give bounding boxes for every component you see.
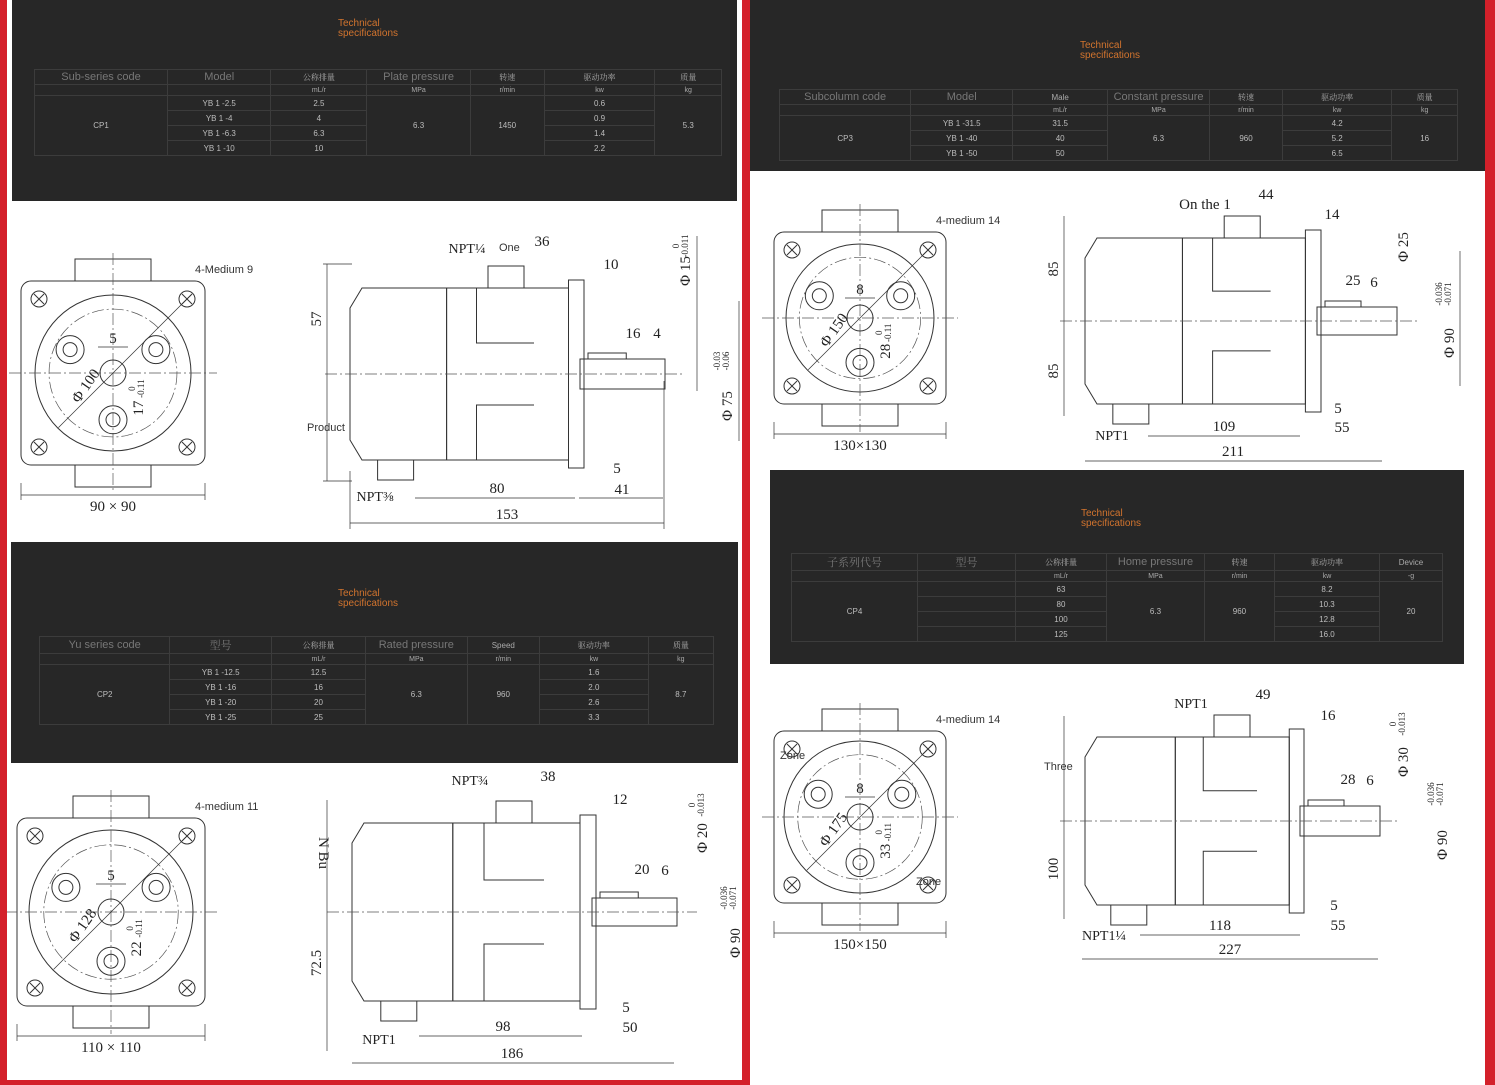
spec-header-cell: 转速 bbox=[1210, 90, 1283, 105]
bottom-port bbox=[381, 1001, 417, 1021]
cp1-drawing bbox=[7, 201, 742, 541]
spec-pressure: 6.3 bbox=[367, 96, 470, 156]
key-width-label: 8 bbox=[856, 781, 864, 797]
spec-unit-cell bbox=[792, 571, 918, 582]
zone-label: Zone bbox=[780, 750, 806, 762]
spec-unit-cell: kw bbox=[1274, 571, 1379, 582]
spec-mass: 20 bbox=[1379, 582, 1442, 642]
dim-72-5-label: 72.5 bbox=[309, 949, 325, 977]
spec-unit-cell: kg bbox=[655, 85, 722, 96]
npt-top-label: NPT¾ bbox=[451, 774, 489, 789]
spec-unit-cell: mL/r bbox=[271, 654, 365, 665]
spec-displacement: 50 bbox=[1013, 146, 1108, 161]
spec-model: YB 1 -31.5 bbox=[911, 116, 1013, 131]
dim-5-label: 5 bbox=[622, 1000, 630, 1016]
bore-tolerance-label: -0.11 bbox=[134, 919, 144, 938]
mounting-holes-label: 4-medium 11 bbox=[195, 801, 259, 813]
spec-header-cell: 公称排量 bbox=[271, 70, 367, 85]
spec-displacement: 25 bbox=[271, 710, 365, 725]
flange-size-label: 130×130 bbox=[833, 438, 887, 454]
spec-power: 0.6 bbox=[544, 96, 655, 111]
dim-49-label: 49 bbox=[1255, 687, 1271, 703]
pilot-diameter-label: Φ 90 bbox=[1435, 830, 1451, 860]
spec-unit-cell: mL/r bbox=[271, 85, 367, 96]
mounting-holes-label: 4-medium 14 bbox=[936, 215, 1001, 227]
bottom-port bbox=[1111, 905, 1147, 925]
cp4-drawing bbox=[750, 664, 1485, 1085]
port-circle bbox=[52, 873, 80, 901]
spec-unit-cell: kw bbox=[544, 85, 655, 96]
bolt-circle-diameter-label: Φ 128 bbox=[65, 906, 101, 946]
spec-header-cell: 公称排量 bbox=[1015, 554, 1106, 571]
port-circle bbox=[887, 282, 915, 310]
spec-header-cell: 驱动功率 bbox=[1282, 90, 1391, 105]
spec-unit-cell: r/min bbox=[1204, 571, 1274, 582]
spec-unit-cell: kw bbox=[1282, 105, 1391, 116]
pilot-tolerance-label: -0.036 bbox=[1434, 282, 1444, 306]
spec-model: YB 1 -25 bbox=[170, 710, 271, 725]
pilot-diameter-label: Φ 75 bbox=[720, 391, 736, 421]
spec-displacement: 20 bbox=[271, 695, 365, 710]
spec-power: 8.2 bbox=[1274, 582, 1379, 597]
pilot-tolerance-label: -0.071 bbox=[1443, 282, 1453, 306]
pilot-diameter-label: Φ 90 bbox=[728, 928, 744, 958]
spec-header-cell: Speed bbox=[467, 637, 539, 654]
spec-code: CP4 bbox=[792, 582, 918, 642]
pump-front-housing bbox=[1175, 737, 1289, 905]
spec-power: 4.2 bbox=[1282, 116, 1391, 131]
spec-displacement: 16 bbox=[271, 680, 365, 695]
dim-5-label: 5 bbox=[613, 461, 621, 477]
pilot-tolerance-label: -0.03 bbox=[712, 351, 722, 371]
spec-unit-row bbox=[792, 571, 1443, 582]
spec-power: 0.9 bbox=[544, 111, 655, 126]
spec-speed: 960 bbox=[467, 665, 539, 725]
product-label: Product bbox=[307, 422, 345, 434]
flange-size-label: 150×150 bbox=[833, 937, 887, 953]
dim-98-label: 98 bbox=[495, 1019, 511, 1035]
spec-unit-cell bbox=[40, 654, 170, 665]
spec-model: YB 1 -16 bbox=[170, 680, 271, 695]
shaft-key bbox=[600, 892, 638, 898]
dim-6-label: 6 bbox=[661, 863, 669, 879]
dim-211-label: 211 bbox=[1222, 444, 1244, 460]
shaft-key bbox=[1325, 301, 1361, 307]
spec-header-cell: Subcolumn code bbox=[780, 90, 911, 105]
pilot-diameter-label: Φ 90 bbox=[1442, 328, 1458, 358]
spec-mass: 5.3 bbox=[655, 96, 722, 156]
spec-header-cell: 驱动功率 bbox=[540, 637, 649, 654]
shaft-diameter-label: Φ 25 bbox=[1396, 232, 1412, 262]
spec-power: 2.6 bbox=[540, 695, 649, 710]
dim-80-label: 80 bbox=[489, 481, 505, 497]
flange-size-label: 110 × 110 bbox=[81, 1040, 141, 1056]
dim-4-label: 4 bbox=[653, 326, 661, 342]
spec-row bbox=[35, 96, 722, 111]
nbu-label: N Bu bbox=[315, 836, 331, 870]
dim-50-label: 50 bbox=[622, 1020, 638, 1036]
spec-header-cell: Home pressure bbox=[1106, 554, 1204, 571]
spec-mass: 8.7 bbox=[648, 665, 713, 725]
right-column bbox=[750, 0, 1485, 1085]
shaft-tolerance-label: 0 bbox=[687, 802, 697, 808]
pilot-tolerance-label: -0.036 bbox=[1426, 782, 1436, 806]
npt-bottom-label: NPT⅜ bbox=[356, 490, 394, 505]
spec-unit-cell: MPa bbox=[367, 85, 470, 96]
bore-tolerance-label: 0 bbox=[874, 829, 884, 835]
mounting-holes-label: 4-medium 14 bbox=[936, 714, 1001, 726]
pilot-tolerance-label: -0.071 bbox=[1435, 782, 1445, 806]
npt-top-label: NPT1 bbox=[1174, 697, 1208, 712]
top-port bbox=[1224, 216, 1260, 238]
spec-header-cell: Male bbox=[1013, 90, 1108, 105]
dim-36-label: 36 bbox=[534, 234, 550, 250]
spec-header-cell: Sub-series code bbox=[35, 70, 168, 85]
spec-displacement: 2.5 bbox=[271, 96, 367, 111]
spec-unit-cell bbox=[918, 571, 1016, 582]
spec-unit-cell: r/min bbox=[470, 85, 544, 96]
shaft-tolerance-label: -0.013 bbox=[1397, 712, 1407, 736]
cp4-spec-panel bbox=[770, 470, 1464, 664]
port-bore bbox=[149, 343, 163, 357]
port-bore bbox=[149, 880, 163, 894]
spec-power: 2.2 bbox=[544, 141, 655, 156]
pilot-tolerance-label: -0.036 bbox=[719, 886, 729, 910]
spec-power: 16.0 bbox=[1274, 627, 1379, 642]
dim-14-label: 14 bbox=[1324, 207, 1340, 223]
spec-unit-cell: mL/r bbox=[1015, 571, 1106, 582]
spec-unit-cell: kg bbox=[1392, 105, 1458, 116]
port-bore bbox=[894, 289, 908, 303]
shaft-tolerance-label: 0 bbox=[1388, 721, 1398, 727]
dim-5-label: 5 bbox=[1330, 898, 1338, 914]
spec-displacement: 63 bbox=[1015, 582, 1106, 597]
dim-85-top-label: 85 bbox=[1046, 261, 1062, 277]
cp4-spec-table bbox=[791, 553, 1443, 642]
spec-displacement: 100 bbox=[1015, 612, 1106, 627]
dim-55-label: 55 bbox=[1334, 420, 1350, 436]
npt-bottom-label: NPT1 bbox=[1095, 429, 1129, 444]
spec-header-cell: 质量 bbox=[655, 70, 722, 85]
cp2-spec-title: Technical specifications bbox=[338, 588, 399, 609]
spec-header-cell: Rated pressure bbox=[366, 637, 467, 654]
spec-model: YB 1 -10 bbox=[167, 141, 270, 156]
left-column bbox=[7, 0, 742, 1080]
spec-unit-cell: mL/r bbox=[1013, 105, 1108, 116]
dim-85-bottom-label: 85 bbox=[1046, 363, 1062, 379]
pilot-tolerance-label: -0.071 bbox=[728, 886, 738, 910]
spec-power: 3.3 bbox=[540, 710, 649, 725]
bore-tolerance-label: -0.11 bbox=[883, 822, 893, 842]
spec-code: CP2 bbox=[40, 665, 170, 725]
spec-header-cell: Model bbox=[167, 70, 270, 85]
dim-41-label: 41 bbox=[614, 482, 630, 498]
dim-109-label: 109 bbox=[1212, 419, 1236, 435]
spec-model: YB 1 -50 bbox=[911, 146, 1013, 161]
zone-label: Zone bbox=[916, 876, 942, 888]
spec-power: 12.8 bbox=[1274, 612, 1379, 627]
spec-row bbox=[792, 582, 1443, 597]
port-bore bbox=[63, 343, 77, 357]
spec-unit-cell: kw bbox=[540, 654, 649, 665]
spec-pressure: 6.3 bbox=[366, 665, 467, 725]
spec-displacement: 12.5 bbox=[271, 665, 365, 680]
spec-unit-row bbox=[40, 654, 714, 665]
cp3-spec-title: Technical specifications bbox=[1080, 40, 1141, 61]
spec-unit-cell: MPa bbox=[1108, 105, 1210, 116]
top-port bbox=[1214, 715, 1250, 737]
port-bore bbox=[812, 289, 826, 303]
spec-header-cell: 驱动功率 bbox=[1274, 554, 1379, 571]
cp3-drawing bbox=[750, 171, 1485, 471]
pilot-tolerance-label: -0.06 bbox=[721, 351, 731, 371]
dim-6-label: 6 bbox=[1366, 773, 1374, 789]
key-width-label: 5 bbox=[109, 331, 117, 347]
spec-header-row bbox=[780, 90, 1458, 105]
dim-227-label: 227 bbox=[1218, 942, 1242, 958]
spec-header-cell: 公称排量 bbox=[271, 637, 365, 654]
spec-unit-cell: MPa bbox=[1106, 571, 1204, 582]
npt-top-label: NPT¼ bbox=[448, 242, 486, 257]
shaft-diameter-label: Φ 20 bbox=[695, 823, 711, 853]
spec-header-cell: 驱动功率 bbox=[544, 70, 655, 85]
bore-label: 28 bbox=[878, 343, 894, 359]
port-bore bbox=[59, 880, 73, 894]
spec-header-row bbox=[35, 70, 722, 85]
dim-5-label: 5 bbox=[1334, 401, 1342, 417]
port-bore bbox=[811, 787, 825, 801]
spec-row bbox=[780, 116, 1458, 131]
shaft-key bbox=[1308, 800, 1344, 806]
spec-power: 1.6 bbox=[540, 665, 649, 680]
spec-header-row bbox=[40, 637, 714, 654]
flange-size-label: 90 × 90 bbox=[90, 499, 136, 515]
spec-pressure: 6.3 bbox=[1108, 116, 1210, 161]
spec-model: YB 1 -12.5 bbox=[170, 665, 271, 680]
spec-model bbox=[918, 582, 1016, 597]
dim-25-label: 25 bbox=[1345, 273, 1361, 289]
spec-model: YB 1 -2.5 bbox=[167, 96, 270, 111]
spec-unit-row bbox=[35, 85, 722, 96]
dim-100-label: 100 bbox=[1046, 857, 1062, 881]
spec-displacement: 6.3 bbox=[271, 126, 367, 141]
port-circle bbox=[805, 282, 833, 310]
cp2-drawing bbox=[7, 763, 742, 1080]
npt-bottom-label: NPT1¼ bbox=[1082, 929, 1126, 944]
bolt-circle-diameter-label: Φ 100 bbox=[69, 366, 104, 407]
shaft-tolerance-label: -0.011 bbox=[680, 234, 690, 258]
dim-6-label: 6 bbox=[1370, 275, 1378, 291]
dim-186-label: 186 bbox=[500, 1046, 524, 1062]
dim-153-label: 153 bbox=[495, 507, 519, 523]
dim-28-label: 28 bbox=[1340, 772, 1356, 788]
spec-model bbox=[918, 612, 1016, 627]
cp3-spec-panel bbox=[750, 0, 1485, 171]
dim-16-label: 16 bbox=[1320, 708, 1336, 724]
spec-speed: 960 bbox=[1210, 116, 1283, 161]
spec-model: YB 1 -4 bbox=[167, 111, 270, 126]
shaft-tolerance-label: -0.013 bbox=[696, 793, 706, 817]
spec-power: 1.4 bbox=[544, 126, 655, 141]
spec-model: YB 1 -6.3 bbox=[167, 126, 270, 141]
spec-header-cell: 型号 bbox=[918, 554, 1016, 571]
dim-55-label: 55 bbox=[1330, 918, 1346, 934]
one-label: One bbox=[499, 242, 520, 254]
bottom-port bbox=[378, 460, 414, 480]
dim-38-label: 38 bbox=[540, 769, 556, 785]
spec-header-cell: 子系列代号 bbox=[792, 554, 918, 571]
spec-displacement: 40 bbox=[1013, 131, 1108, 146]
spec-code: CP3 bbox=[780, 116, 911, 161]
spec-unit-cell: r/min bbox=[467, 654, 539, 665]
bore-tolerance-label: -0.11 bbox=[883, 323, 893, 343]
spec-unit-cell bbox=[170, 654, 271, 665]
top-port bbox=[496, 801, 532, 823]
bore-label: 33 bbox=[878, 843, 894, 859]
port-circle bbox=[888, 780, 916, 808]
cp1-spec-table bbox=[34, 69, 722, 156]
spec-header-cell: 转速 bbox=[1204, 554, 1274, 571]
bottom-port bbox=[1113, 404, 1149, 424]
three-label: Three bbox=[1044, 761, 1073, 773]
spec-header-cell: 质量 bbox=[648, 637, 713, 654]
cp3-spec-table bbox=[779, 89, 1458, 161]
top-port bbox=[488, 266, 524, 288]
cp2-spec-panel bbox=[11, 542, 738, 763]
spec-mass: 16 bbox=[1392, 116, 1458, 161]
on-the-1-label: On the 1 bbox=[1179, 197, 1231, 213]
dim-12-label: 12 bbox=[612, 792, 628, 808]
port-circle bbox=[56, 336, 84, 364]
dim-20-label: 20 bbox=[634, 862, 650, 878]
shaft-tolerance-label: 0 bbox=[671, 243, 681, 249]
spec-unit-cell bbox=[780, 105, 911, 116]
npt-bottom-label: NPT1 bbox=[362, 1033, 396, 1048]
spec-displacement: 4 bbox=[271, 111, 367, 126]
spec-header-row bbox=[792, 554, 1443, 571]
dim-10-label: 10 bbox=[603, 257, 619, 273]
spec-speed: 960 bbox=[1204, 582, 1274, 642]
port-circle bbox=[142, 873, 170, 901]
key-width-label: 5 bbox=[107, 868, 115, 884]
bolt-circle-diameter-label: Φ 175 bbox=[816, 810, 852, 850]
spec-header-cell: 质量 bbox=[1392, 90, 1458, 105]
spec-unit-cell bbox=[911, 105, 1013, 116]
dim-44-label: 44 bbox=[1258, 187, 1274, 203]
spec-unit-row bbox=[780, 105, 1458, 116]
spec-code: CP1 bbox=[35, 96, 168, 156]
shaft-diameter-label: Φ 15 bbox=[678, 256, 694, 286]
key-width-label: 8 bbox=[856, 282, 864, 298]
spec-model: YB 1 -20 bbox=[170, 695, 271, 710]
spec-unit-cell: MPa bbox=[366, 654, 467, 665]
spec-model: YB 1 -40 bbox=[911, 131, 1013, 146]
spec-power: 10.3 bbox=[1274, 597, 1379, 612]
spec-row bbox=[40, 665, 714, 680]
dim-118-label: 118 bbox=[1209, 918, 1231, 934]
dim-57-label: 57 bbox=[309, 311, 325, 327]
cp2-spec-table bbox=[39, 636, 714, 725]
port-circle bbox=[804, 780, 832, 808]
spec-displacement: 10 bbox=[271, 141, 367, 156]
cp1-spec-panel bbox=[12, 0, 737, 201]
spec-model bbox=[918, 627, 1016, 642]
spec-unit-cell bbox=[35, 85, 168, 96]
drawing-line bbox=[807, 744, 933, 870]
spec-speed: 1450 bbox=[470, 96, 544, 156]
spec-header-cell: Device bbox=[1379, 554, 1442, 571]
drawing-line bbox=[54, 832, 191, 969]
shaft-diameter-label: Φ 30 bbox=[1396, 747, 1412, 777]
port-bore bbox=[895, 787, 909, 801]
spec-unit-cell: r/min bbox=[1210, 105, 1283, 116]
cp4-spec-title: Technical specifications bbox=[1081, 508, 1142, 529]
spec-header-cell: 型号 bbox=[170, 637, 271, 654]
bore-label: 22 bbox=[129, 941, 145, 957]
spec-header-cell: Constant pressure bbox=[1108, 90, 1210, 105]
spec-unit-cell: -g bbox=[1379, 571, 1442, 582]
spec-header-cell: Yu series code bbox=[40, 637, 170, 654]
bore-label: 17 bbox=[131, 400, 147, 416]
bore-tolerance-label: 0 bbox=[125, 926, 135, 931]
spec-power: 6.5 bbox=[1282, 146, 1391, 161]
spec-header-cell: 转速 bbox=[470, 70, 544, 85]
mounting-holes-label: 4-Medium 9 bbox=[195, 264, 254, 276]
cp1-spec-title: Technical specifications bbox=[338, 18, 399, 39]
spec-pressure: 6.3 bbox=[1106, 582, 1204, 642]
dim-16-label: 16 bbox=[625, 326, 641, 342]
spec-unit-cell bbox=[167, 85, 270, 96]
spec-model bbox=[918, 597, 1016, 612]
spec-displacement: 31.5 bbox=[1013, 116, 1108, 131]
spec-header-cell: Plate pressure bbox=[367, 70, 470, 85]
spec-unit-cell: kg bbox=[648, 654, 713, 665]
bore-tolerance-label: -0.11 bbox=[136, 379, 146, 398]
spec-displacement: 80 bbox=[1015, 597, 1106, 612]
bolt-circle-diameter-label: Φ 150 bbox=[817, 310, 852, 351]
bore-tolerance-label: 0 bbox=[127, 386, 137, 391]
spec-displacement: 125 bbox=[1015, 627, 1106, 642]
spec-power: 5.2 bbox=[1282, 131, 1391, 146]
spec-header-cell: Model bbox=[911, 90, 1013, 105]
spec-power: 2.0 bbox=[540, 680, 649, 695]
bore-tolerance-label: 0 bbox=[874, 330, 884, 336]
shaft-key bbox=[588, 353, 626, 359]
